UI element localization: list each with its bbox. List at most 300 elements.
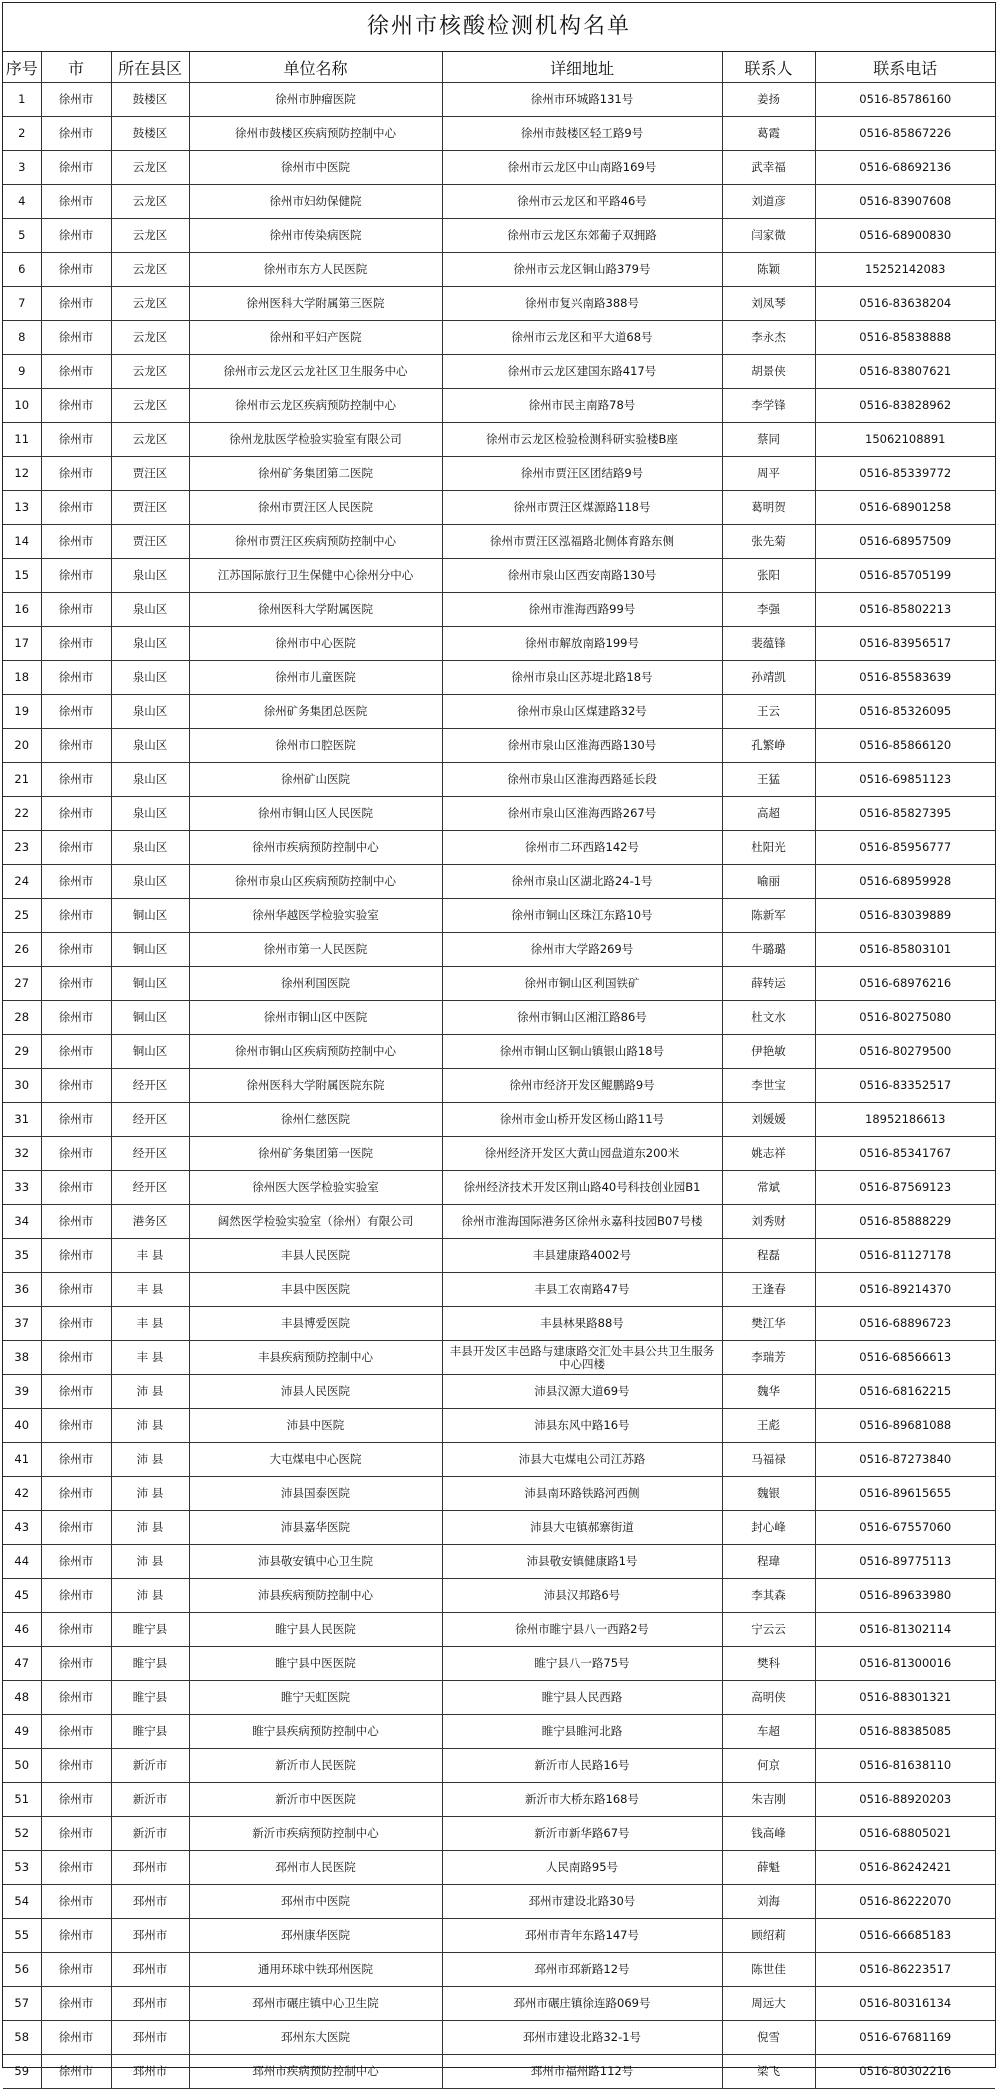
row-address: 丰县林果路88号	[442, 1307, 722, 1341]
row-city: 徐州市	[41, 933, 111, 967]
row-unit-name: 徐州矿务集团总医院	[189, 695, 442, 729]
row-address: 沛县汉邦路6号	[442, 1579, 722, 1613]
row-unit-name: 徐州市铜山区人民医院	[189, 797, 442, 831]
row-contact: 孔繁峥	[722, 729, 815, 763]
table-row	[3, 1307, 995, 1341]
row-contact: 裴蕴锋	[722, 627, 815, 661]
row-phone: 0516-88385085	[815, 1715, 995, 1749]
header-address: 详细地址	[442, 52, 722, 83]
row-address: 睢宁县睢河北路	[442, 1715, 722, 1749]
table-row	[3, 1749, 995, 1783]
row-city: 徐州市	[41, 1137, 111, 1171]
row-index: 37	[3, 1307, 41, 1341]
table-row	[3, 1511, 995, 1545]
table-row	[3, 2055, 995, 2089]
row-district: 沛 县	[111, 1545, 189, 1579]
row-city: 徐州市	[41, 1817, 111, 1851]
row-contact: 李瑞芳	[722, 1341, 815, 1375]
row-district: 丰 县	[111, 1307, 189, 1341]
table-body	[3, 83, 995, 2089]
row-phone: 0516-83039889	[815, 899, 995, 933]
row-city: 徐州市	[41, 593, 111, 627]
row-unit-name: 徐州市中医院	[189, 151, 442, 185]
row-city: 徐州市	[41, 83, 111, 117]
row-address: 徐州市解放南路199号	[442, 627, 722, 661]
row-address: 睢宁县人民西路	[442, 1681, 722, 1715]
row-address: 徐州市泉山区湖北路24-1号	[442, 865, 722, 899]
row-contact: 刘秀财	[722, 1205, 815, 1239]
row-contact: 程磊	[722, 1239, 815, 1273]
row-unit-name: 邳州东大医院	[189, 2021, 442, 2055]
row-district: 邳州市	[111, 2055, 189, 2089]
row-index: 56	[3, 1953, 41, 1987]
row-unit-name: 新沂市中医医院	[189, 1783, 442, 1817]
row-city: 徐州市	[41, 321, 111, 355]
row-address: 徐州市鼓楼区轻工路9号	[442, 117, 722, 151]
row-phone: 0516-85786160	[815, 83, 995, 117]
table-row	[3, 1477, 995, 1511]
row-contact: 杜阳光	[722, 831, 815, 865]
row-contact: 朱吉刚	[722, 1783, 815, 1817]
row-contact: 何京	[722, 1749, 815, 1783]
row-district: 铜山区	[111, 1001, 189, 1035]
row-unit-name: 徐州市肿瘤医院	[189, 83, 442, 117]
row-address: 新沂市人民路16号	[442, 1749, 722, 1783]
row-phone: 0516-81302114	[815, 1613, 995, 1647]
row-address: 徐州市睢宁县八一西路2号	[442, 1613, 722, 1647]
row-unit-name: 邳州市中医院	[189, 1885, 442, 1919]
table-row	[3, 117, 995, 151]
row-phone: 15062108891	[815, 423, 995, 457]
row-unit-name: 邳州市碾庄镇中心卫生院	[189, 1987, 442, 2021]
row-district: 泉山区	[111, 797, 189, 831]
row-city: 徐州市	[41, 151, 111, 185]
row-index: 38	[3, 1341, 41, 1375]
row-phone: 0516-83828962	[815, 389, 995, 423]
row-city: 徐州市	[41, 797, 111, 831]
row-unit-name: 徐州市儿童医院	[189, 661, 442, 695]
row-index: 55	[3, 1919, 41, 1953]
table-row	[3, 423, 995, 457]
row-unit-name: 徐州市泉山区疾病预防控制中心	[189, 865, 442, 899]
table-row	[3, 1205, 995, 1239]
table-row	[3, 729, 995, 763]
row-contact: 高超	[722, 797, 815, 831]
table-row	[3, 1409, 995, 1443]
header-unit-name: 单位名称	[189, 52, 442, 83]
row-unit-name: 徐州医科大学附属第三医院	[189, 287, 442, 321]
row-phone: 0516-85326095	[815, 695, 995, 729]
row-index: 4	[3, 185, 41, 219]
row-address: 徐州市铜山区利国铁矿	[442, 967, 722, 1001]
row-unit-name: 徐州市东方人民医院	[189, 253, 442, 287]
row-unit-name: 大屯煤电中心医院	[189, 1443, 442, 1477]
row-phone: 0516-88920203	[815, 1783, 995, 1817]
row-city: 徐州市	[41, 1001, 111, 1035]
row-city: 徐州市	[41, 2055, 111, 2089]
row-unit-name: 徐州矿山医院	[189, 763, 442, 797]
row-contact: 王彪	[722, 1409, 815, 1443]
row-address: 徐州市云龙区检验检测科研实验楼B座	[442, 423, 722, 457]
row-index: 54	[3, 1885, 41, 1919]
sheet	[2, 2, 996, 2078]
row-contact: 孙靖凯	[722, 661, 815, 695]
row-city: 徐州市	[41, 1511, 111, 1545]
row-city: 徐州市	[41, 1341, 111, 1375]
row-address: 邳州市邳新路12号	[442, 1953, 722, 1987]
row-index: 25	[3, 899, 41, 933]
row-unit-name: 沛县嘉华医院	[189, 1511, 442, 1545]
row-city: 徐州市	[41, 1545, 111, 1579]
row-index: 43	[3, 1511, 41, 1545]
row-city: 徐州市	[41, 1783, 111, 1817]
row-city: 徐州市	[41, 729, 111, 763]
row-index: 27	[3, 967, 41, 1001]
table-row	[3, 1987, 995, 2021]
table-row	[3, 1137, 995, 1171]
header-district: 所在县区	[111, 52, 189, 83]
row-district: 泉山区	[111, 763, 189, 797]
row-contact: 伊艳敏	[722, 1035, 815, 1069]
row-address: 沛县大屯煤电公司江苏路	[442, 1443, 722, 1477]
table-row	[3, 219, 995, 253]
row-contact: 刘海	[722, 1885, 815, 1919]
row-address: 徐州市经济开发区鲲鹏路9号	[442, 1069, 722, 1103]
row-unit-name: 徐州市妇幼保健院	[189, 185, 442, 219]
row-index: 17	[3, 627, 41, 661]
row-address: 邳州市福州路112号	[442, 2055, 722, 2089]
row-index: 50	[3, 1749, 41, 1783]
row-address: 新沂市新华路67号	[442, 1817, 722, 1851]
table-row	[3, 1443, 995, 1477]
row-index: 26	[3, 933, 41, 967]
row-address: 徐州市云龙区建国东路417号	[442, 355, 722, 389]
row-phone: 0516-89633980	[815, 1579, 995, 1613]
row-index: 15	[3, 559, 41, 593]
row-index: 28	[3, 1001, 41, 1035]
row-phone: 0516-68901258	[815, 491, 995, 525]
row-unit-name: 徐州市云龙区疾病预防控制中心	[189, 389, 442, 423]
table-row	[3, 1715, 995, 1749]
row-phone: 0516-81127178	[815, 1239, 995, 1273]
row-contact: 王云	[722, 695, 815, 729]
row-city: 徐州市	[41, 899, 111, 933]
row-contact: 刘媛媛	[722, 1103, 815, 1137]
row-address: 徐州市淮海西路99号	[442, 593, 722, 627]
table-row	[3, 253, 995, 287]
row-city: 徐州市	[41, 1715, 111, 1749]
row-district: 沛 县	[111, 1409, 189, 1443]
row-index: 23	[3, 831, 41, 865]
row-phone: 0516-85827395	[815, 797, 995, 831]
row-district: 铜山区	[111, 933, 189, 967]
row-phone: 0516-68162215	[815, 1375, 995, 1409]
header-contact: 联系人	[722, 52, 815, 83]
row-address: 徐州市泉山区煤建路32号	[442, 695, 722, 729]
row-phone: 0516-86222070	[815, 1885, 995, 1919]
row-contact: 武幸福	[722, 151, 815, 185]
row-phone: 0516-85956777	[815, 831, 995, 865]
row-phone: 18952186613	[815, 1103, 995, 1137]
row-district: 经开区	[111, 1171, 189, 1205]
row-phone: 0516-88301321	[815, 1681, 995, 1715]
row-city: 徐州市	[41, 457, 111, 491]
row-index: 49	[3, 1715, 41, 1749]
row-unit-name: 徐州医科大学附属医院东院	[189, 1069, 442, 1103]
row-phone: 0516-68566613	[815, 1341, 995, 1375]
row-index: 14	[3, 525, 41, 559]
row-index: 6	[3, 253, 41, 287]
row-city: 徐州市	[41, 661, 111, 695]
row-city: 徐州市	[41, 117, 111, 151]
table-row	[3, 185, 995, 219]
row-index: 31	[3, 1103, 41, 1137]
row-index: 18	[3, 661, 41, 695]
row-phone: 0516-80316134	[815, 1987, 995, 2021]
row-unit-name: 徐州矿务集团第一医院	[189, 1137, 442, 1171]
table-row	[3, 1647, 995, 1681]
table-row	[3, 1783, 995, 1817]
row-district: 睢宁县	[111, 1681, 189, 1715]
row-contact: 周远大	[722, 1987, 815, 2021]
row-city: 徐州市	[41, 695, 111, 729]
row-city: 徐州市	[41, 865, 111, 899]
row-district: 云龙区	[111, 151, 189, 185]
row-address: 沛县大屯镇郝寨街道	[442, 1511, 722, 1545]
row-phone: 0516-86223517	[815, 1953, 995, 1987]
row-contact: 樊科	[722, 1647, 815, 1681]
table-row	[3, 389, 995, 423]
table-row	[3, 83, 995, 117]
row-contact: 周平	[722, 457, 815, 491]
row-unit-name: 睢宁县中医医院	[189, 1647, 442, 1681]
row-city: 徐州市	[41, 1851, 111, 1885]
row-contact: 胡景侠	[722, 355, 815, 389]
row-district: 贾汪区	[111, 457, 189, 491]
row-district: 沛 县	[111, 1375, 189, 1409]
row-index: 7	[3, 287, 41, 321]
row-phone: 0516-85838888	[815, 321, 995, 355]
row-index: 24	[3, 865, 41, 899]
row-phone: 0516-89681088	[815, 1409, 995, 1443]
row-phone: 0516-68896723	[815, 1307, 995, 1341]
row-unit-name: 徐州利国医院	[189, 967, 442, 1001]
row-phone: 0516-85803101	[815, 933, 995, 967]
row-address: 沛县汉源大道69号	[442, 1375, 722, 1409]
table-row	[3, 831, 995, 865]
row-district: 泉山区	[111, 831, 189, 865]
row-address: 徐州市铜山区铜山镇银山路18号	[442, 1035, 722, 1069]
row-city: 徐州市	[41, 185, 111, 219]
table-row	[3, 321, 995, 355]
row-district: 泉山区	[111, 865, 189, 899]
row-district: 云龙区	[111, 185, 189, 219]
row-address: 徐州市云龙区和平大道68号	[442, 321, 722, 355]
row-phone: 0516-83956517	[815, 627, 995, 661]
row-unit-name: 丰县人民医院	[189, 1239, 442, 1273]
header-row	[3, 52, 995, 83]
row-phone: 0516-85867226	[815, 117, 995, 151]
table-row	[3, 661, 995, 695]
row-address: 沛县东风中路16号	[442, 1409, 722, 1443]
row-address: 邳州市青年东路147号	[442, 1919, 722, 1953]
row-unit-name: 通用环球中铁邳州医院	[189, 1953, 442, 1987]
row-unit-name: 徐州市口腔医院	[189, 729, 442, 763]
row-city: 徐州市	[41, 2021, 111, 2055]
row-unit-name: 徐州医大医学检验实验室	[189, 1171, 442, 1205]
row-unit-name: 新沂市人民医院	[189, 1749, 442, 1783]
row-contact: 陈新军	[722, 899, 815, 933]
row-unit-name: 沛县国泰医院	[189, 1477, 442, 1511]
row-address: 徐州市铜山区湘江路86号	[442, 1001, 722, 1035]
row-phone: 0516-85339772	[815, 457, 995, 491]
row-city: 徐州市	[41, 967, 111, 1001]
row-district: 铜山区	[111, 1035, 189, 1069]
table-row	[3, 593, 995, 627]
row-district: 沛 县	[111, 1579, 189, 1613]
row-index: 34	[3, 1205, 41, 1239]
row-address: 徐州市淮海国际港务区徐州永嘉科技园B07号楼	[442, 1205, 722, 1239]
row-contact: 李永杰	[722, 321, 815, 355]
row-index: 20	[3, 729, 41, 763]
row-unit-name: 徐州龙肽医学检验实验室有限公司	[189, 423, 442, 457]
row-phone: 0516-87569123	[815, 1171, 995, 1205]
row-phone: 0516-83638204	[815, 287, 995, 321]
row-phone: 0516-85583639	[815, 661, 995, 695]
row-address: 徐州市云龙区和平路46号	[442, 185, 722, 219]
row-index: 8	[3, 321, 41, 355]
row-district: 泉山区	[111, 559, 189, 593]
row-contact: 梁飞	[722, 2055, 815, 2089]
row-city: 徐州市	[41, 1171, 111, 1205]
row-district: 睢宁县	[111, 1613, 189, 1647]
header-city: 市	[41, 52, 111, 83]
row-contact: 姜扬	[722, 83, 815, 117]
row-district: 睢宁县	[111, 1715, 189, 1749]
row-contact: 樊江华	[722, 1307, 815, 1341]
table-row	[3, 933, 995, 967]
row-index: 35	[3, 1239, 41, 1273]
row-unit-name: 徐州市鼓楼区疾病预防控制中心	[189, 117, 442, 151]
row-index: 47	[3, 1647, 41, 1681]
row-contact: 薛转运	[722, 967, 815, 1001]
row-unit-name: 丰县博爱医院	[189, 1307, 442, 1341]
row-phone: 0516-68976216	[815, 967, 995, 1001]
table-row	[3, 763, 995, 797]
row-district: 睢宁县	[111, 1647, 189, 1681]
row-contact: 程瑋	[722, 1545, 815, 1579]
row-index: 53	[3, 1851, 41, 1885]
row-district: 云龙区	[111, 321, 189, 355]
row-address: 徐州市二环西路142号	[442, 831, 722, 865]
row-district: 云龙区	[111, 355, 189, 389]
row-city: 徐州市	[41, 1953, 111, 1987]
row-city: 徐州市	[41, 389, 111, 423]
row-unit-name: 徐州市铜山区中医院	[189, 1001, 442, 1035]
row-address: 邳州市建设北路32-1号	[442, 2021, 722, 2055]
row-district: 云龙区	[111, 389, 189, 423]
row-address: 徐州市云龙区中山南路169号	[442, 151, 722, 185]
row-index: 51	[3, 1783, 41, 1817]
row-address: 睢宁县八一路75号	[442, 1647, 722, 1681]
row-index: 45	[3, 1579, 41, 1613]
row-contact: 王猛	[722, 763, 815, 797]
row-unit-name: 徐州和平妇产医院	[189, 321, 442, 355]
row-address: 徐州市云龙区铜山路379号	[442, 253, 722, 287]
table-row	[3, 797, 995, 831]
row-phone: 0516-89214370	[815, 1273, 995, 1307]
row-index: 3	[3, 151, 41, 185]
row-unit-name: 丰县中医医院	[189, 1273, 442, 1307]
row-phone: 0516-67557060	[815, 1511, 995, 1545]
row-contact: 魏华	[722, 1375, 815, 1409]
row-address: 徐州市贾汪区煤源路118号	[442, 491, 722, 525]
row-phone: 0516-80279500	[815, 1035, 995, 1069]
row-unit-name: 邳州市疾病预防控制中心	[189, 2055, 442, 2089]
row-unit-name: 徐州市疾病预防控制中心	[189, 831, 442, 865]
table-row	[3, 1953, 995, 1987]
row-address: 徐州市泉山区西安南路130号	[442, 559, 722, 593]
row-city: 徐州市	[41, 1375, 111, 1409]
row-district: 泉山区	[111, 695, 189, 729]
row-unit-name: 徐州市中心医院	[189, 627, 442, 661]
row-phone: 0516-85802213	[815, 593, 995, 627]
row-city: 徐州市	[41, 1205, 111, 1239]
row-index: 12	[3, 457, 41, 491]
row-unit-name: 邳州康华医院	[189, 1919, 442, 1953]
row-district: 云龙区	[111, 253, 189, 287]
row-phone: 0516-68957509	[815, 525, 995, 559]
row-city: 徐州市	[41, 1307, 111, 1341]
row-contact: 牛璐璐	[722, 933, 815, 967]
row-phone: 0516-68692136	[815, 151, 995, 185]
row-index: 48	[3, 1681, 41, 1715]
row-index: 59	[3, 2055, 41, 2089]
row-district: 云龙区	[111, 423, 189, 457]
table-row	[3, 1035, 995, 1069]
page-title: 徐州市核酸检测机构名单	[3, 3, 995, 52]
row-district: 邳州市	[111, 1919, 189, 1953]
row-district: 泉山区	[111, 627, 189, 661]
row-phone: 0516-85341767	[815, 1137, 995, 1171]
table-row	[3, 525, 995, 559]
row-district: 邳州市	[111, 2021, 189, 2055]
row-phone: 15252142083	[815, 253, 995, 287]
row-phone: 0516-85866120	[815, 729, 995, 763]
table-row	[3, 457, 995, 491]
table-row	[3, 899, 995, 933]
row-contact: 顾绍莉	[722, 1919, 815, 1953]
row-city: 徐州市	[41, 559, 111, 593]
row-address: 人民南路95号	[442, 1851, 722, 1885]
row-district: 丰 县	[111, 1273, 189, 1307]
row-city: 徐州市	[41, 423, 111, 457]
row-phone: 0516-69851123	[815, 763, 995, 797]
row-district: 云龙区	[111, 287, 189, 321]
row-district: 沛 县	[111, 1477, 189, 1511]
row-city: 徐州市	[41, 1477, 111, 1511]
row-city: 徐州市	[41, 355, 111, 389]
row-index: 46	[3, 1613, 41, 1647]
row-phone: 0516-68959928	[815, 865, 995, 899]
row-city: 徐州市	[41, 253, 111, 287]
header-phone: 联系电话	[815, 52, 995, 83]
row-contact: 倪雪	[722, 2021, 815, 2055]
row-index: 41	[3, 1443, 41, 1477]
row-index: 9	[3, 355, 41, 389]
row-unit-name: 徐州市传染病医院	[189, 219, 442, 253]
row-address: 徐州市金山桥开发区杨山路11号	[442, 1103, 722, 1137]
